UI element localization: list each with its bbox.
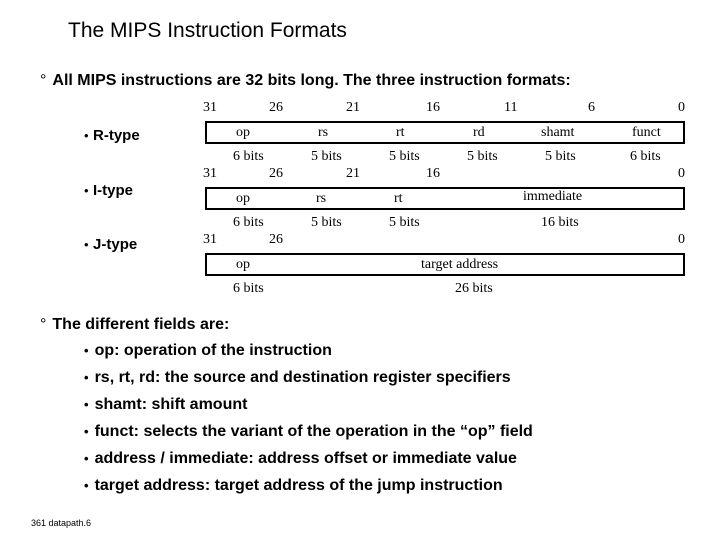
i-size-rs: 5 bits bbox=[311, 215, 342, 230]
i-field-rs: rs bbox=[316, 191, 327, 206]
list-item bbox=[84, 396, 247, 414]
description-target: target address: target address of the jump instruction bbox=[94, 477, 503, 494]
bullet: • bbox=[84, 370, 89, 385]
bullet: • bbox=[84, 424, 89, 439]
r-bit-31: 31 bbox=[203, 100, 217, 115]
i-bit-26: 26 bbox=[269, 166, 283, 181]
r-bit-26: 26 bbox=[269, 100, 283, 115]
i-size-op: 6 bits bbox=[233, 215, 264, 230]
r-size-rs: 5 bits bbox=[311, 149, 342, 164]
slide-footer: 361 datapath.6 bbox=[31, 518, 92, 528]
intro-text: All MIPS instructions are 32 bits long. The three instruction formats: bbox=[52, 72, 571, 89]
bullet: • bbox=[84, 478, 89, 493]
j-bit-26: 26 bbox=[269, 232, 283, 247]
j-size-op: 6 bits bbox=[233, 281, 264, 296]
r-type-label-row bbox=[84, 127, 140, 145]
r-field-funct: funct bbox=[632, 125, 661, 140]
list-item bbox=[84, 369, 511, 387]
description-op: op: operation of the instruction bbox=[94, 342, 332, 359]
list-item bbox=[84, 423, 533, 441]
fields-degree-mark: ° bbox=[40, 316, 47, 333]
i-field-rt: rt bbox=[394, 191, 403, 206]
r-size-shamt: 5 bits bbox=[545, 149, 576, 164]
fields-heading-line bbox=[40, 316, 229, 334]
r-field-shamt: shamt bbox=[541, 125, 575, 140]
r-size-rd: 5 bits bbox=[467, 149, 498, 164]
r-type-box bbox=[205, 121, 685, 144]
i-bit-16: 16 bbox=[426, 166, 440, 181]
j-type-bullet: • bbox=[84, 237, 89, 252]
slide-title: The MIPS Instruction Formats bbox=[68, 19, 347, 42]
bullet: • bbox=[84, 343, 89, 358]
list-item bbox=[84, 450, 517, 468]
i-field-immediate: immediate bbox=[523, 189, 583, 204]
i-type-label-row bbox=[84, 182, 133, 200]
i-bit-0: 0 bbox=[678, 166, 685, 181]
description-shamt: shamt: shift amount bbox=[94, 396, 248, 413]
j-type-label-row bbox=[84, 236, 137, 254]
r-size-op: 6 bits bbox=[233, 149, 264, 164]
i-type-bullet: • bbox=[84, 183, 89, 198]
description-funct: funct: selects the variant of the operation in the “op” field bbox=[94, 423, 533, 440]
r-bit-16: 16 bbox=[426, 100, 440, 115]
j-field-op: op bbox=[236, 257, 250, 272]
list-item bbox=[84, 477, 503, 495]
i-type-label: I-type bbox=[93, 182, 134, 199]
j-field-target-address: target address bbox=[421, 257, 499, 272]
r-type-label: R-type bbox=[93, 127, 140, 144]
bullet: • bbox=[84, 397, 89, 412]
i-bit-31: 31 bbox=[203, 166, 217, 181]
r-size-rt: 5 bits bbox=[389, 149, 420, 164]
j-size-target-address: 26 bits bbox=[455, 281, 493, 296]
r-field-rt: rt bbox=[396, 125, 405, 140]
r-size-funct: 6 bits bbox=[630, 149, 661, 164]
j-type-label: J-type bbox=[93, 236, 138, 253]
fields-heading: The different fields are: bbox=[52, 316, 230, 333]
i-type-box bbox=[205, 187, 685, 210]
r-bit-6: 6 bbox=[588, 100, 595, 115]
description-registers: rs, rt, rd: the source and destination register specifiers bbox=[94, 369, 511, 386]
r-bit-0: 0 bbox=[678, 100, 685, 115]
intro-line bbox=[40, 72, 571, 90]
r-field-op: op bbox=[236, 125, 250, 140]
i-bit-21: 21 bbox=[346, 166, 360, 181]
r-type-bullet: • bbox=[84, 128, 89, 143]
j-bit-31: 31 bbox=[203, 232, 217, 247]
intro-degree-mark: ° bbox=[40, 72, 47, 89]
r-field-rs: rs bbox=[318, 125, 329, 140]
j-bit-0: 0 bbox=[678, 232, 685, 247]
i-size-immediate: 16 bits bbox=[541, 215, 579, 230]
r-field-rd: rd bbox=[473, 125, 485, 140]
r-bit-11: 11 bbox=[504, 100, 518, 115]
bullet: • bbox=[84, 451, 89, 466]
i-field-op: op bbox=[236, 191, 250, 206]
i-size-rt: 5 bits bbox=[389, 215, 420, 230]
list-item bbox=[84, 342, 332, 360]
description-address: address / immediate: address offset or immediate value bbox=[94, 450, 517, 467]
r-bit-21: 21 bbox=[346, 100, 360, 115]
